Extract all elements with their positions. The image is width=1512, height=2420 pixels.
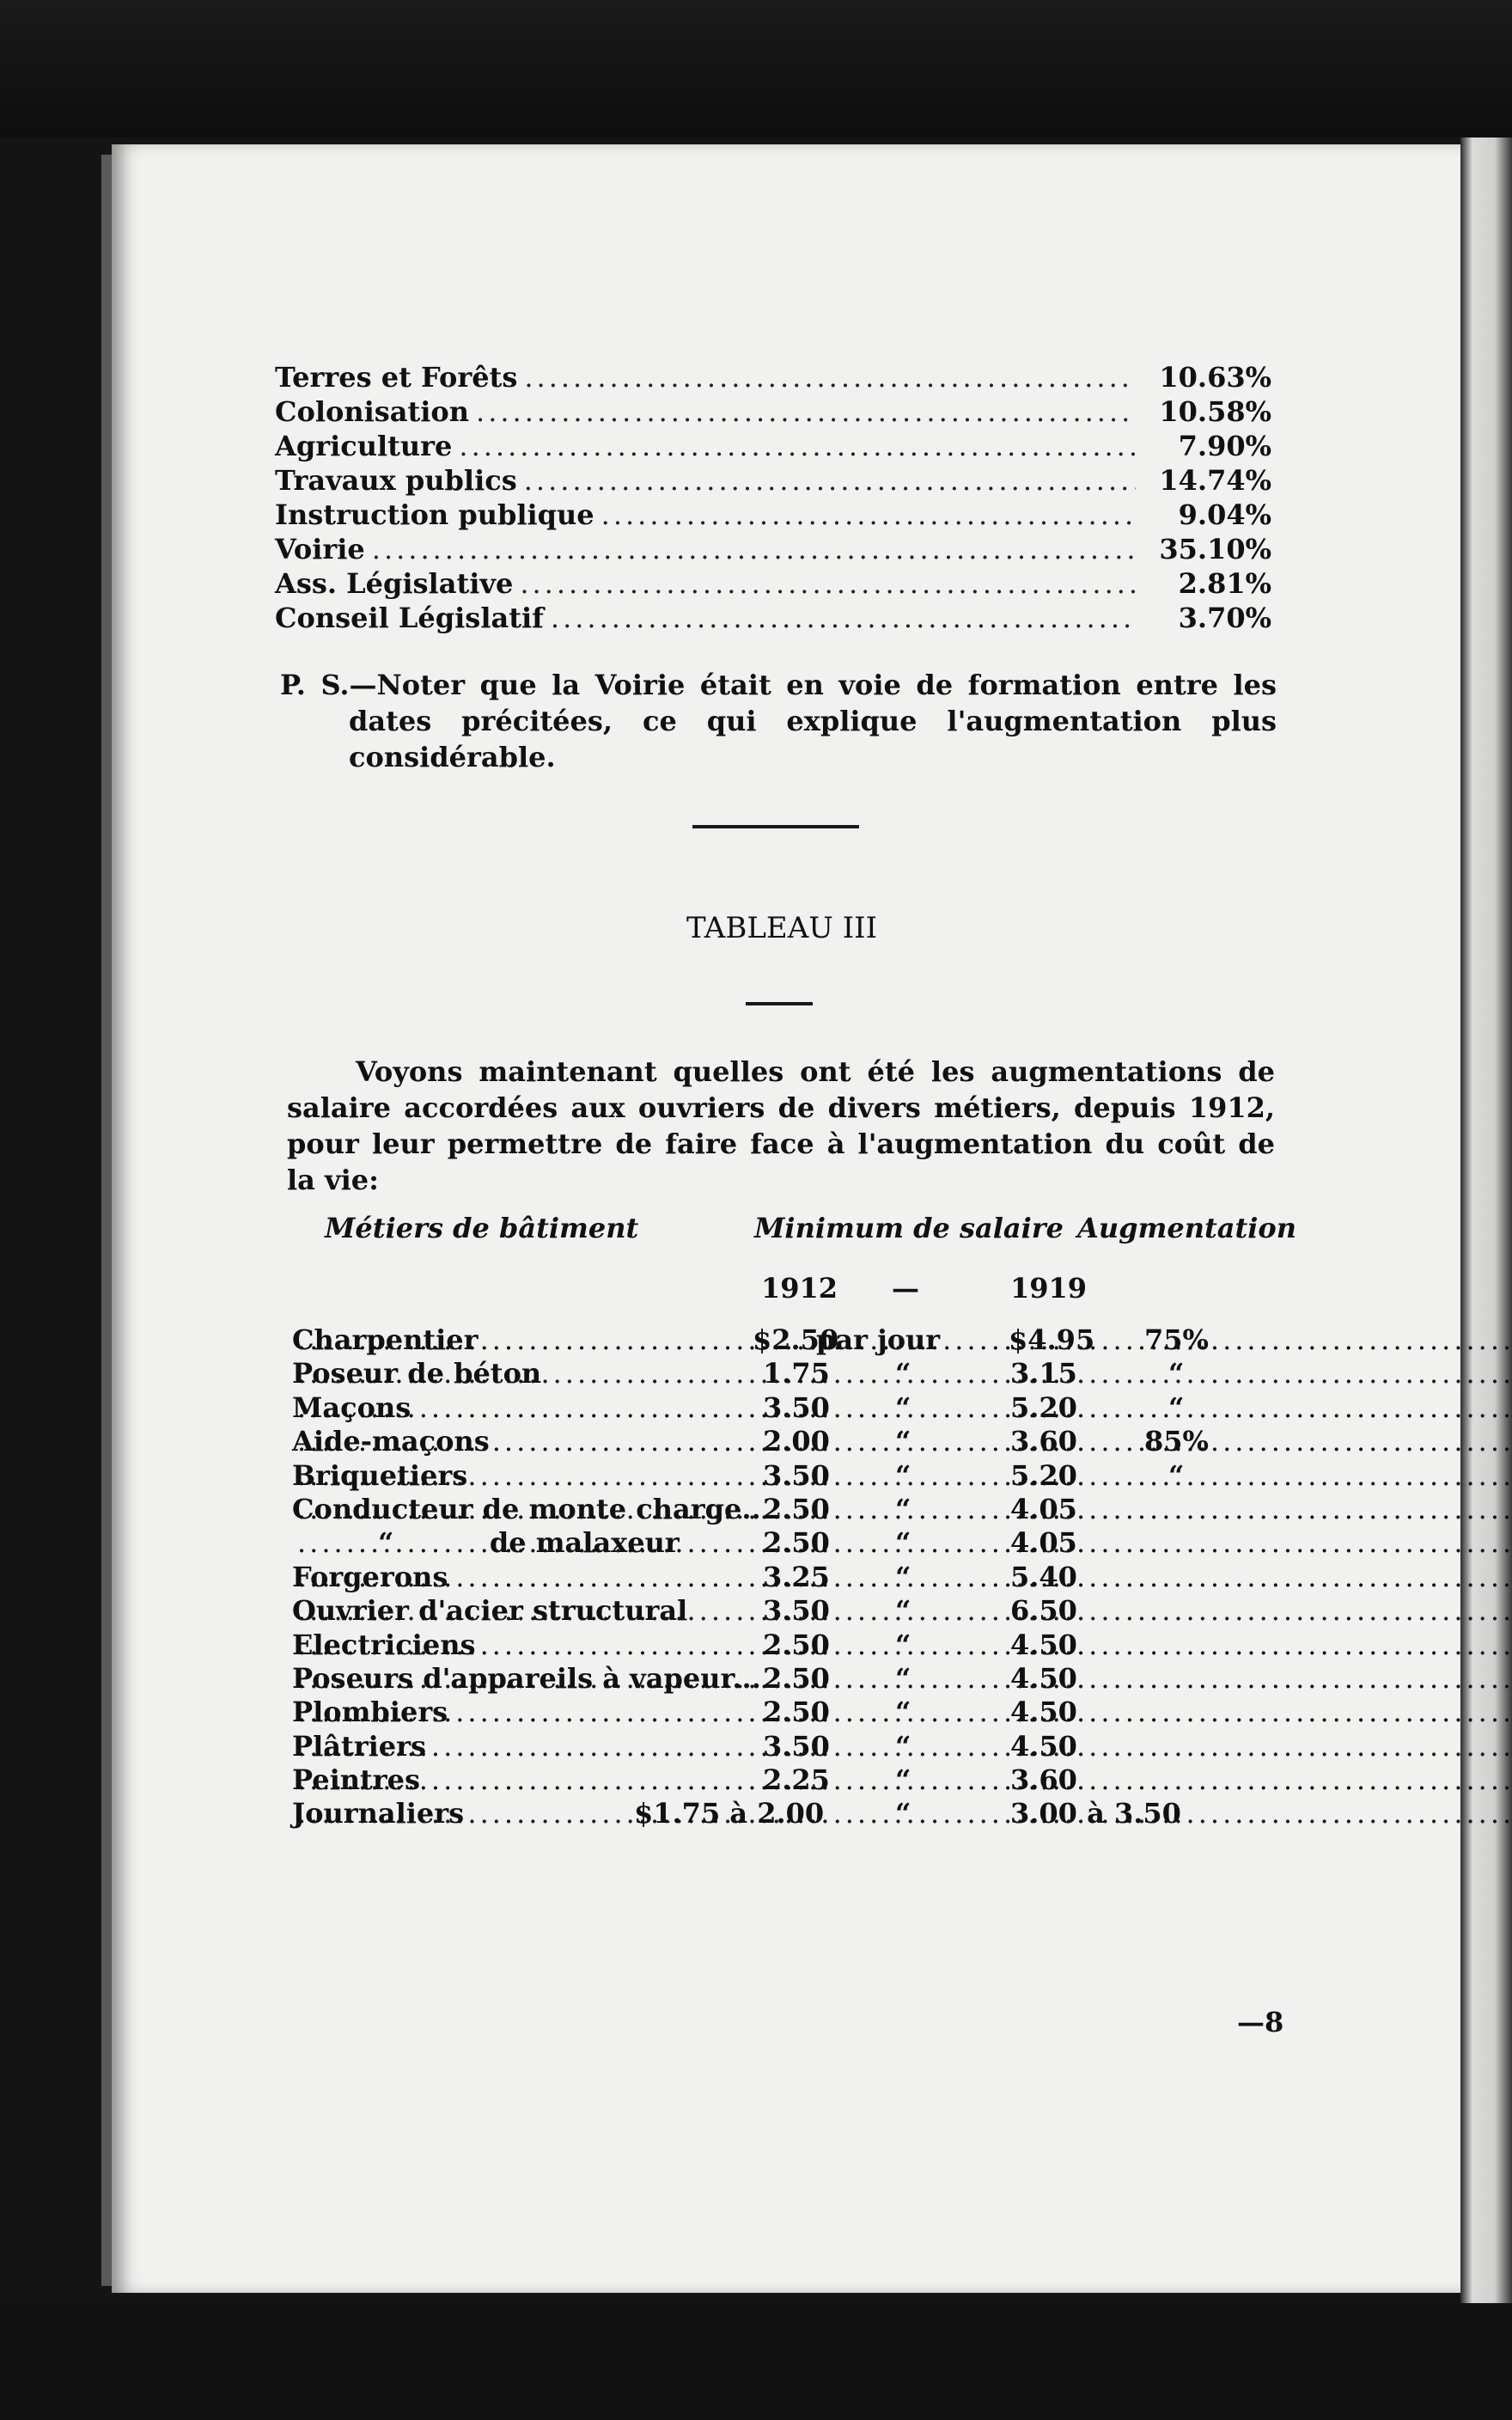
budget-row	[275, 533, 1271, 567]
budget-label: Agriculture	[275, 430, 453, 462]
next-page-edge	[1460, 138, 1512, 2303]
intro-text: Voyons maintenant quelles ont été les augmentations de salaire accordées aux ouvriers de divers métiers, depuis 1912, pour leur permettre de faire face à l'augmentation du coût de la vie:	[287, 1055, 1275, 1196]
budget-percent: 10.58%	[1159, 395, 1271, 428]
table-row	[292, 1662, 1289, 1696]
budget-row	[275, 395, 1271, 430]
increase-percent: “	[1168, 1357, 1185, 1390]
trade-name: Poseurs d'appareils à vapeur...	[292, 1661, 761, 1695]
wage-unit: “	[895, 1526, 911, 1560]
trade-name: Charpentier	[292, 1323, 479, 1356]
wage-1919: $4.95	[1009, 1323, 1095, 1356]
increase-percent: “	[1168, 1458, 1185, 1492]
header-minimum-wage: Minimum de salaire	[754, 1212, 1064, 1244]
trade-name: Electriciens	[292, 1628, 476, 1661]
table-row	[292, 1797, 1289, 1830]
budget-percent: 35.10%	[1159, 533, 1271, 565]
budget-label: Colonisation	[275, 395, 470, 428]
dot-leader	[459, 430, 1136, 462]
wage-1919: 3.00 à 3.50	[1010, 1797, 1181, 1830]
wage-1919: 4.50	[1010, 1628, 1077, 1661]
postscript-text: P. S.—Noter que la Voirie était en voie de formation entre les dates précitées, ce qui explique l'augmentation plus considérable.	[280, 669, 1277, 773]
table-row	[292, 1323, 1289, 1357]
dot-leader	[524, 464, 1136, 497]
wage-unit: “	[895, 1560, 911, 1593]
table-row	[292, 1459, 1289, 1493]
wage-1919: 5.20	[1010, 1458, 1077, 1492]
intro-paragraph	[287, 1054, 1275, 1198]
table-title: TABLEAU III	[686, 911, 878, 945]
wage-1919: 3.60	[1010, 1425, 1077, 1458]
wage-1919: 4.05	[1010, 1526, 1077, 1560]
wage-table	[292, 1323, 1289, 1831]
year-dash: —	[892, 1272, 919, 1305]
dot-leader	[601, 498, 1136, 531]
budget-label: Instruction publique	[275, 498, 594, 531]
wage-1912: 2.50	[763, 1661, 830, 1695]
year-1912: 1912	[761, 1272, 838, 1305]
section-divider	[692, 825, 859, 828]
budget-row	[275, 498, 1271, 533]
trade-name: “ de malaxeur	[378, 1526, 680, 1560]
wage-unit: “	[895, 1390, 911, 1424]
wage-unit: “	[895, 1425, 911, 1458]
wage-1919: 6.50	[1010, 1594, 1077, 1628]
budget-label: Conseil Législatif	[275, 602, 544, 634]
wage-1919: 4.50	[1010, 1729, 1077, 1763]
budget-percent: 7.90%	[1178, 430, 1271, 462]
wage-1912: 2.25	[763, 1763, 830, 1797]
budget-percent: 10.63%	[1159, 361, 1271, 394]
wage-1919: 3.60	[1010, 1763, 1077, 1797]
wage-unit: “	[895, 1628, 911, 1661]
table-row	[292, 1357, 1289, 1390]
trade-name: Plâtriers	[292, 1729, 426, 1763]
wage-unit: “	[895, 1458, 911, 1492]
wage-1919: 5.40	[1010, 1560, 1077, 1593]
wage-1912: $2.50	[753, 1323, 839, 1356]
budget-row	[275, 602, 1271, 636]
page-number: —8	[1237, 2006, 1284, 2038]
wage-unit: “	[895, 1661, 911, 1695]
dot-leader	[520, 567, 1136, 600]
table-row	[292, 1493, 1289, 1526]
wage-1919: 4.50	[1010, 1696, 1077, 1729]
wage-unit: “	[895, 1594, 911, 1628]
trade-name: Peintres	[292, 1763, 420, 1797]
wage-unit: par jour	[816, 1323, 941, 1356]
increase-percent: “	[1168, 1390, 1185, 1424]
table-row	[292, 1629, 1289, 1662]
dot-leader	[524, 361, 1136, 394]
table-row	[292, 1425, 1289, 1458]
wage-unit: “	[895, 1357, 911, 1390]
budget-label: Terres et Forêts	[275, 361, 518, 394]
increase-percent: 85%	[1144, 1425, 1209, 1458]
wage-1919: 4.50	[1010, 1661, 1077, 1695]
postscript-note	[280, 667, 1277, 775]
budget-list	[275, 361, 1271, 636]
trade-name: Poseur de béton	[292, 1357, 542, 1390]
wage-1912: 3.50	[763, 1729, 830, 1763]
budget-label: Ass. Législative	[275, 567, 514, 600]
wage-1912: 3.50	[763, 1390, 830, 1424]
table-row	[292, 1730, 1289, 1763]
wage-unit: “	[895, 1696, 911, 1729]
wage-1912: 2.50	[763, 1526, 830, 1560]
budget-row	[275, 430, 1271, 464]
wage-unit: “	[895, 1492, 911, 1525]
wage-1912: 2.50	[763, 1696, 830, 1729]
wage-1912: 2.50	[763, 1628, 830, 1661]
wage-1912: 3.50	[763, 1594, 830, 1628]
budget-percent: 14.74%	[1159, 464, 1271, 497]
wage-unit: “	[895, 1763, 911, 1797]
trade-name: Briquetiers	[292, 1458, 468, 1492]
wage-1912: 3.50	[763, 1458, 830, 1492]
trade-name: Ouvrier d'acier structural	[292, 1594, 688, 1628]
budget-label: Travaux publics	[275, 464, 517, 497]
wage-1912: 2.00	[763, 1425, 830, 1458]
wage-1912: 2.50	[763, 1492, 830, 1525]
wage-unit: “	[895, 1729, 911, 1763]
scan-background-top	[0, 0, 1512, 138]
wage-1912: $1.75 à 2.00	[634, 1797, 825, 1830]
wage-1919: 4.05	[1010, 1492, 1077, 1525]
trade-name: Journaliers	[292, 1797, 465, 1830]
table-row	[292, 1696, 1289, 1729]
title-underline	[746, 1002, 813, 1005]
trade-name: Aide-maçons	[292, 1425, 490, 1458]
budget-percent: 3.70%	[1178, 602, 1271, 634]
budget-row	[275, 361, 1271, 395]
table-row	[292, 1594, 1289, 1628]
increase-percent: 75%	[1144, 1323, 1209, 1356]
year-1919: 1919	[1010, 1272, 1088, 1305]
trade-name: Forgerons	[292, 1560, 448, 1593]
trade-name: Plombiers	[292, 1696, 448, 1729]
scan-background-bottom	[0, 2303, 1512, 2420]
dot-leader	[551, 602, 1136, 634]
wage-1919: 3.15	[1010, 1357, 1077, 1390]
header-increase: Augmentation	[1077, 1212, 1297, 1244]
budget-percent: 9.04%	[1178, 498, 1271, 531]
table-row	[292, 1391, 1289, 1425]
table-row	[292, 1763, 1289, 1797]
wage-1919: 5.20	[1010, 1390, 1077, 1424]
table-row	[292, 1561, 1289, 1594]
trade-name: Maçons	[292, 1390, 412, 1424]
header-trades: Métiers de bâtiment	[325, 1212, 639, 1244]
budget-label: Voirie	[275, 533, 365, 565]
budget-percent: 2.81%	[1178, 567, 1271, 600]
dot-leader	[372, 533, 1136, 565]
budget-row	[275, 464, 1271, 498]
dot-leader	[476, 395, 1136, 428]
wage-1912: 1.75	[763, 1357, 830, 1390]
budget-row	[275, 567, 1271, 602]
wage-1912: 3.25	[763, 1560, 830, 1593]
trade-name: Conducteur de monte charge..	[292, 1492, 761, 1525]
table-row	[292, 1526, 1289, 1560]
wage-unit: “	[895, 1797, 911, 1830]
